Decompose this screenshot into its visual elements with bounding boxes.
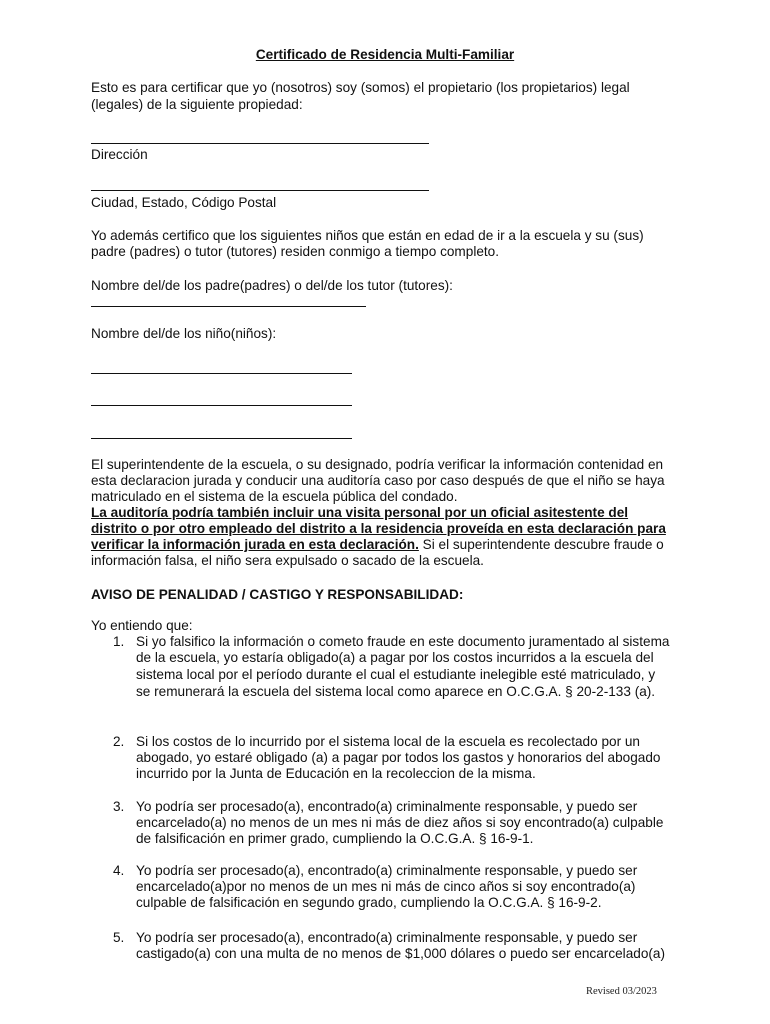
audit-bold-line-1: La auditoría podría también incluir una visita personal por un oficial asitestente del bbox=[91, 505, 629, 520]
audit-rest-line-3: Si el superintendente descubre fraude o bbox=[418, 537, 664, 552]
item-number: 5. bbox=[113, 930, 125, 945]
parents-label: Nombre del/de los padre(padres) o del/de los tutor (tutores): bbox=[91, 278, 453, 293]
child-blank-line-1[interactable] bbox=[91, 373, 352, 374]
item-3-line: encarcelado(a) no menos de un mes ni más de diez años si soy encontrado(a) culpable bbox=[136, 815, 664, 830]
intro-line-2: (legales) de la siguiente propiedad: bbox=[91, 97, 303, 112]
item-1-line: Si yo falsifico la información o cometo fraude en este documento juramentado al sistema bbox=[136, 634, 670, 649]
item-4-line: Yo podría ser procesado(a), encontrado(a) criminalmente responsable, y puedo ser bbox=[136, 863, 638, 878]
item-2-line: Si los costos de lo incurrido por el sistema local de la escuela es recolectado por un bbox=[136, 734, 640, 749]
item-3-line: Yo podría ser procesado(a), encontrado(a) criminalmente responsable, y puedo ser bbox=[136, 799, 638, 814]
certify-line-2: padre (padres) o tutor (tutores) residen conmigo a tiempo completo. bbox=[91, 244, 500, 259]
item-5-line: castigado(a) con una multa de no menos de $1,000 dólares o puedo ser encarcelado(a) bbox=[136, 946, 665, 961]
understand-label: Yo entiendo que: bbox=[91, 618, 193, 633]
page-title: Certificado de Residencia Multi-Familiar bbox=[255, 47, 515, 62]
penalty-heading: AVISO DE PENALIDAD / CASTIGO Y RESPONSABILIDAD: bbox=[91, 587, 464, 602]
item-4-line: encarcelado(a)por no menos de un mes ni más de cinco años si soy encontrado(a) bbox=[136, 879, 636, 894]
item-number: 1. bbox=[113, 634, 125, 649]
child-blank-line-3[interactable] bbox=[91, 438, 352, 439]
city-label: Ciudad, Estado, Código Postal bbox=[91, 195, 277, 210]
revision-footer: Revised 03/2023 bbox=[586, 986, 657, 997]
audit-bold-line-2: distrito o por otro empleado del distrito a la residencia proveída en esta declaración para bbox=[91, 521, 666, 536]
audit-bold-line-3: verificar la información jurada en esta declaración. bbox=[91, 537, 419, 552]
item-2-line: incurrido por la Junta de Educación en la recoleccion de la misma. bbox=[136, 766, 536, 781]
audit-line-3 bbox=[91, 537, 664, 552]
address-blank-line[interactable] bbox=[91, 143, 429, 144]
item-1-line: se remunerará la escuela del sistema local como aparece en O.C.G.A. § 20-2-133 (a). bbox=[136, 684, 656, 699]
item-5-line: Yo podría ser procesado(a), encontrado(a) criminalmente responsable, y puedo ser bbox=[136, 930, 638, 945]
item-number: 4. bbox=[113, 863, 125, 878]
audit-line-4: información falsa, el niño sera expulsado o sacado de la escuela. bbox=[91, 553, 484, 568]
item-2-line: abogado, yo estaré obligado (a) a pagar por todos los gastos y honorarios del abogado bbox=[136, 750, 661, 765]
item-number: 2. bbox=[113, 734, 125, 749]
certify-line-1: Yo además certifico que los siguientes niños que están en edad de ir a la escuela y su (sus) bbox=[91, 228, 644, 243]
item-1-line: de la escuela, yo estaría obligado(a) a pagar por los costos incurridos a la escuela del bbox=[136, 650, 654, 665]
superintendent-line-1: El superintendente de la escuela, o su designado, podría verificar la información contenidad en bbox=[91, 457, 664, 472]
item-4-line: culpable de falsificación en segundo grado, cumpliendo la O.C.G.A. § 16-9-2. bbox=[136, 895, 602, 910]
item-number: 3. bbox=[113, 799, 125, 814]
child-blank-line-2[interactable] bbox=[91, 405, 352, 406]
item-1-line: sistema local por el período durante el cual el estudiante inelegible esté matriculado, y bbox=[136, 667, 656, 682]
parents-blank-line[interactable] bbox=[91, 306, 366, 307]
children-label: Nombre del/de los niño(niños): bbox=[91, 326, 277, 341]
superintendent-line-2: esta declaracion jurada y conducir una auditoría caso por caso después de que el niño se haya bbox=[91, 473, 665, 488]
intro-line-1: Esto es para certificar que yo (nosotros) soy (somos) el propietario (los propietarios) legal bbox=[91, 80, 630, 95]
item-3-line: de falsificación en primer grado, cumpliendo la O.C.G.A. § 16-9-1. bbox=[136, 831, 534, 846]
address-label: Dirección bbox=[91, 147, 148, 162]
superintendent-line-3: matriculado en el sistema de la escuela pública del condado. bbox=[91, 489, 458, 504]
city-blank-line[interactable] bbox=[91, 190, 429, 191]
